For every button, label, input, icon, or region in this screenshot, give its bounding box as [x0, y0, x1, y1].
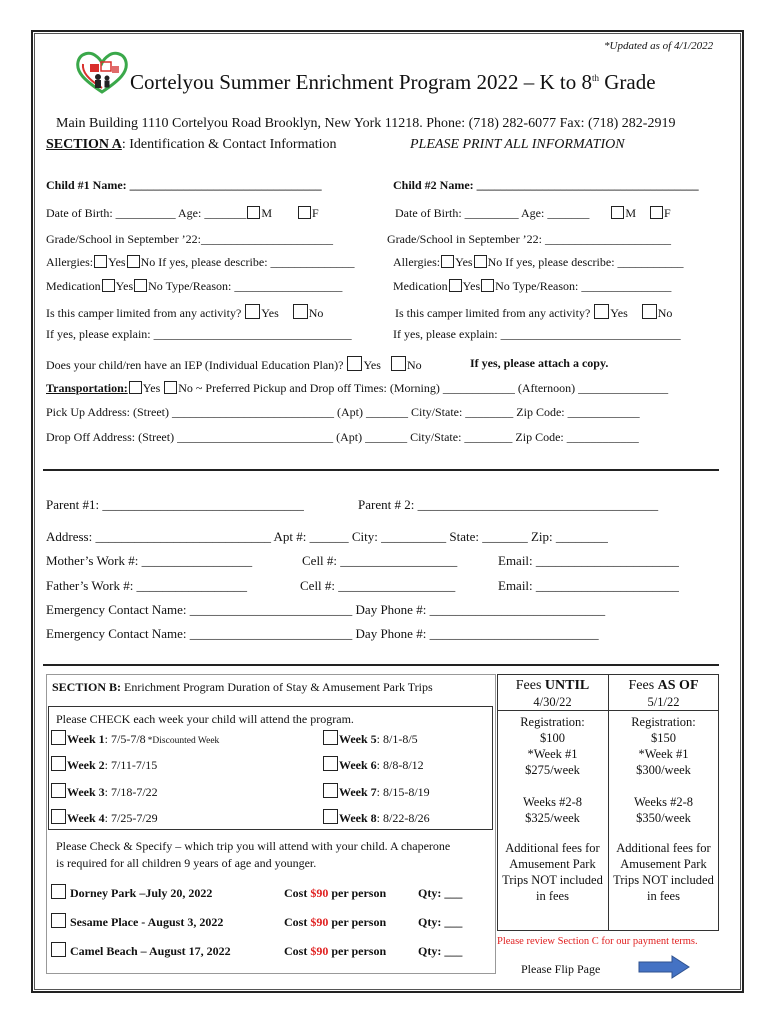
child2-grade-field[interactable]: Grade/School in September ’22: _____________________: [387, 232, 671, 246]
child1-dob-field[interactable]: Date of Birth: __________ Age: _______ M F: [46, 206, 319, 220]
home-address-field[interactable]: Address: ___________________________ Apt #: ______ City: __________ State: _______ Zip: ________: [46, 529, 608, 544]
child1-name-field[interactable]: Child #1 Name: ________________________________: [46, 178, 322, 192]
fees-col1-header: Fees UNTIL 4/30/22: [515, 678, 590, 709]
trip-dorney-cost: Cost $90 per person: [284, 886, 387, 900]
iep-row: Does your child/ren have an IEP (Individual Education Plan)? Yes No: [46, 358, 422, 372]
fees-col1-body: Registration: $100 *Week #1 $275/week Weeks #2-8 $325/week Additional fees for Amusement Park Trips NOT included in fees: [502, 715, 603, 903]
trip-camelbeach-qty[interactable]: Qty: ___: [418, 944, 463, 958]
print-instruction: PLEASE PRINT ALL INFORMATION: [410, 137, 625, 152]
trip-sesame-cost: Cost $90 per person: [284, 915, 387, 929]
iep-no-checkbox[interactable]: [391, 356, 406, 371]
divider-2: [43, 664, 719, 666]
week-8-option[interactable]: Week 8: 8/22-8/26: [322, 809, 430, 826]
child1-explain-field[interactable]: If yes, please explain: _________________________________: [46, 327, 352, 341]
fees-col2-header: Fees AS OF 5/1/22: [628, 678, 699, 709]
flip-page-text: Please Flip Page: [521, 962, 601, 976]
trip-sesame-qty[interactable]: Qty: ___: [418, 915, 463, 929]
child1-grade-field[interactable]: Grade/School in September ’22:______________________: [46, 232, 333, 246]
updated-date: *Updated as of 4/1/2022: [604, 40, 714, 52]
transport-yes-checkbox[interactable]: [129, 381, 142, 394]
child1-medication-yes-checkbox[interactable]: [102, 279, 115, 292]
right-arrow-icon: [638, 955, 690, 979]
trip-dorney-option[interactable]: Dorney Park –July 20, 2022: [50, 884, 212, 901]
child2-medication-row: Medication Yes No Type/Reason: _______________: [393, 279, 672, 293]
iep-yes-checkbox[interactable]: [347, 356, 362, 371]
payment-terms-note: Please review Section C for our payment terms.: [497, 936, 698, 947]
pickup-address-field[interactable]: Pick Up Address: (Street) ___________________________ (Apt) _______ City/State: ________ Zip Code: ____________: [46, 405, 640, 419]
child2-medication-no-checkbox[interactable]: [481, 279, 494, 292]
iep-attach-note: If yes, please attach a copy.: [470, 356, 609, 370]
father-email-field[interactable]: Email: ______________________: [498, 578, 679, 593]
child1-medication-no-checkbox[interactable]: [134, 279, 147, 292]
section-a-heading: SECTION A: Identification & Contact Information: [46, 137, 337, 152]
transportation-row: Transportation: Yes No ~ Preferred Pickup and Drop off Times: (Morning) ____________ (Afternoon) _______________: [46, 381, 669, 395]
emergency-contact-1-field[interactable]: Emergency Contact Name: _________________________ Day Phone #: ___________________________: [46, 602, 606, 617]
child2-m-checkbox[interactable]: [611, 206, 624, 219]
trip-camelbeach-option[interactable]: Camel Beach – August 17, 2022: [50, 942, 231, 959]
child1-allergies-row: Allergies: Yes No If yes, please describe: ______________: [46, 255, 355, 269]
child1-limited-no-checkbox[interactable]: [293, 304, 308, 319]
child2-f-checkbox[interactable]: [650, 206, 663, 219]
child1-allergies-yes-checkbox[interactable]: [94, 255, 107, 268]
child1-limited-yes-checkbox[interactable]: [245, 304, 260, 319]
week-2-option[interactable]: Week 2: 7/11-7/15: [50, 756, 157, 773]
trip-camelbeach-cost: Cost $90 per person: [284, 944, 387, 958]
fees-header-divider: [497, 710, 719, 711]
mother-email-field[interactable]: Email: ______________________: [498, 553, 679, 568]
child1-allergies-no-checkbox[interactable]: [127, 255, 140, 268]
page-title: Cortelyou Summer Enrichment Program 2022 – K to 8th Grade: [130, 70, 656, 94]
child1-medication-row: Medication Yes No Type/Reason: __________________: [46, 279, 343, 293]
parent2-field[interactable]: Parent # 2: _____________________________________: [358, 497, 659, 512]
father-work-field[interactable]: Father’s Work #: _________________: [46, 578, 248, 593]
mother-cell-field[interactable]: Cell #: __________________: [302, 553, 458, 568]
week-3-option[interactable]: Week 3: 7/18-7/22: [50, 783, 158, 800]
child2-allergies-row: Allergies: Yes No If yes, please describe: ___________: [393, 255, 684, 269]
week-4-option[interactable]: Week 4: 7/25-7/29: [50, 809, 158, 826]
child2-limited-row: Is this camper limited from any activity? Yes No: [395, 306, 673, 320]
check-week-instruction: Please CHECK each week your child will attend the program.: [56, 712, 354, 726]
week-1-option[interactable]: Week 1: 7/5-7/8 *Discounted Week: [50, 730, 219, 747]
child2-allergies-yes-checkbox[interactable]: [441, 255, 454, 268]
child2-limited-no-checkbox[interactable]: [642, 304, 657, 319]
child1-limited-row: Is this camper limited from any activity? Yes No: [46, 306, 324, 320]
week-6-option[interactable]: Week 6: 8/8-8/12: [322, 756, 424, 773]
child1-f-checkbox[interactable]: [298, 206, 311, 219]
father-cell-field[interactable]: Cell #: __________________: [300, 578, 456, 593]
emergency-contact-2-field[interactable]: Emergency Contact Name: _________________________ Day Phone #: __________________________: [46, 626, 599, 641]
section-b-heading: SECTION B: Enrichment Program Duration of Stay & Amusement Park Trips: [52, 680, 433, 694]
mother-work-field[interactable]: Mother’s Work #: _________________: [46, 553, 253, 568]
program-logo-icon: [74, 50, 130, 96]
child1-m-checkbox[interactable]: [247, 206, 260, 219]
child2-name-field[interactable]: Child #2 Name: _____________________________________: [393, 178, 699, 192]
child2-medication-yes-checkbox[interactable]: [449, 279, 462, 292]
child2-dob-field[interactable]: Date of Birth: _________ Age: _______ M F: [395, 206, 671, 220]
parent1-field[interactable]: Parent #1: _______________________________: [46, 497, 304, 512]
dropoff-address-field[interactable]: Drop Off Address: (Street) __________________________ (Apt) _______ City/State: ________ Zip Code: ____________: [46, 430, 639, 444]
week-7-option[interactable]: Week 7: 8/15-8/19: [322, 783, 430, 800]
child2-explain-field[interactable]: If yes, please explain: ______________________________: [393, 327, 681, 341]
trip-instruction: Please Check & Specify – which trip you will attend with your child. A chaperone is required for all children 9 years of age and younger.: [56, 839, 451, 870]
fees-col2-body: Registration: $150 *Week #1 $300/week Weeks #2-8 $350/week Additional fees for Amusement Park Trips NOT included in fees: [613, 715, 714, 903]
trip-dorney-qty[interactable]: Qty: ___: [418, 886, 463, 900]
address-line: Main Building 1110 Cortelyou Road Brooklyn, New York 11218. Phone: (718) 282-6077 Fax: (718) 282-2919: [56, 116, 676, 131]
child2-limited-yes-checkbox[interactable]: [594, 304, 609, 319]
child2-allergies-no-checkbox[interactable]: [474, 255, 487, 268]
divider-1: [43, 469, 719, 471]
week-5-option[interactable]: Week 5: 8/1-8/5: [322, 730, 418, 747]
trip-sesame-option[interactable]: Sesame Place - August 3, 2022: [50, 913, 223, 930]
transport-no-checkbox[interactable]: [164, 381, 177, 394]
